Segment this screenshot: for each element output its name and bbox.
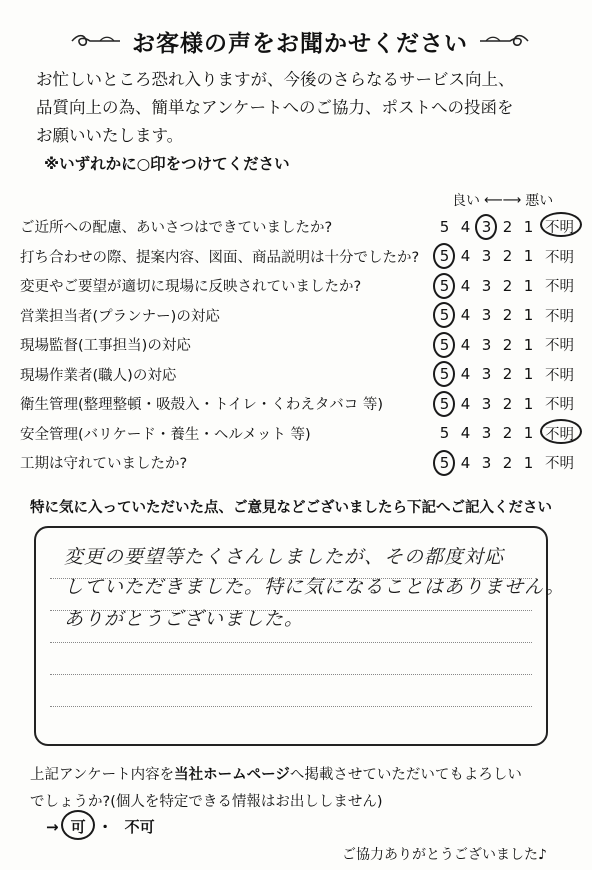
rating-option-5[interactable] <box>434 336 455 354</box>
rating-number: 5 <box>439 217 450 236</box>
rating-option-3[interactable] <box>476 365 497 383</box>
rating-option-1[interactable] <box>518 395 539 413</box>
rating-option-5[interactable] <box>434 424 455 442</box>
option-no-label: 不可 <box>124 818 155 836</box>
rating-number: 2 <box>502 453 513 472</box>
rating-option-2[interactable] <box>497 336 518 354</box>
unknown-label: 不明 <box>545 426 574 443</box>
rating-option-unknown[interactable] <box>545 452 574 473</box>
rating-number: 5 <box>439 394 450 413</box>
rating-number: 5 <box>439 335 450 354</box>
rating-number: 1 <box>523 394 534 413</box>
unknown-label: 不明 <box>545 279 574 296</box>
rating-number: 5 <box>439 276 450 295</box>
rating-number: 3 <box>481 276 492 295</box>
intro-line: お忙しいところ恐れ入りますが、今後のさらなるサービス向上、 <box>36 70 515 89</box>
rating-option-1[interactable] <box>518 218 539 236</box>
rating-number: 3 <box>481 247 492 266</box>
rating-number: 2 <box>502 247 513 266</box>
rating-number: 1 <box>523 276 534 295</box>
rating-number: 4 <box>460 276 471 295</box>
page-title: お客様の声をお聞かせください <box>132 30 468 57</box>
unknown-label: 不明 <box>545 308 574 325</box>
rating-option-5[interactable] <box>434 365 455 383</box>
rating-option-5[interactable] <box>434 277 455 295</box>
rating-number: 4 <box>460 335 471 354</box>
rating-option-1[interactable] <box>518 336 539 354</box>
question-list <box>20 212 586 478</box>
rating-scale <box>434 216 574 237</box>
rating-number: 5 <box>439 424 450 443</box>
selection-circle <box>433 243 455 269</box>
question-row <box>20 330 586 360</box>
intro-line: 品質向上の為、簡単なアンケートへのご協力、ポストへの投函を <box>36 98 514 117</box>
option-yes-label: 可 <box>70 818 86 836</box>
option-no[interactable] <box>125 816 155 837</box>
instruction-note: ※いずれかに○印をつけてください <box>44 155 290 173</box>
rating-option-2[interactable] <box>497 218 518 236</box>
question-label: 安全管理(バリケード・養生・ヘルメット 等) <box>20 426 311 443</box>
unknown-label: 不明 <box>545 249 574 266</box>
rating-option-unknown[interactable] <box>545 364 574 385</box>
question-label: 営業担当者(プランナー)の対応 <box>20 308 220 325</box>
intro-line: お願いいたします。 <box>36 126 184 145</box>
rating-option-3[interactable] <box>476 336 497 354</box>
rating-option-2[interactable] <box>497 306 518 324</box>
rating-number: 2 <box>502 365 513 384</box>
handwritten-comment-line: 変更の要望等たくさんしましたが、その都度対応 <box>64 546 505 568</box>
rating-number: 4 <box>460 394 471 413</box>
question-label: 現場監督(工事担当)の対応 <box>20 338 191 355</box>
rating-option-2[interactable] <box>497 365 518 383</box>
rating-number: 1 <box>523 453 534 472</box>
selection-circle <box>433 361 455 387</box>
rating-number: 1 <box>523 306 534 325</box>
rating-option-2[interactable] <box>497 454 518 472</box>
rating-option-3[interactable] <box>476 247 497 265</box>
rating-number: 3 <box>481 424 492 443</box>
double-arrow-icon: ⟵⟶ <box>484 192 522 208</box>
arrow-icon: → <box>46 817 59 836</box>
rating-option-4[interactable] <box>455 365 476 383</box>
question-label: 現場作業者(職人)の対応 <box>20 367 177 384</box>
rating-number: 4 <box>460 217 471 236</box>
scale-legend <box>452 190 582 210</box>
left-flourish-icon <box>70 32 122 50</box>
scale-bad-label: 悪い <box>525 193 554 209</box>
question-row <box>20 212 586 242</box>
rating-option-4[interactable] <box>455 395 476 413</box>
rating-option-4[interactable] <box>455 424 476 442</box>
rating-option-unknown[interactable] <box>545 334 574 355</box>
rating-number: 5 <box>439 306 450 325</box>
rating-option-unknown[interactable] <box>545 246 574 267</box>
question-label: 工期は守れていましたか? <box>20 456 188 473</box>
rating-scale <box>434 423 574 444</box>
closing-message: ご協力ありがとうございました♪ <box>342 847 547 863</box>
question-label: ご近所への配慮、あいさつはできていましたか? <box>20 220 333 237</box>
rating-option-4[interactable] <box>455 454 476 472</box>
rating-number: 5 <box>439 365 450 384</box>
rating-option-4[interactable] <box>455 247 476 265</box>
consent-text: でしょうか?(個人を特定できる情報はお出ししません) <box>30 794 383 810</box>
rating-scale <box>434 364 574 385</box>
right-flourish-icon <box>478 32 530 50</box>
rating-option-3[interactable] <box>476 277 497 295</box>
rating-number: 3 <box>481 217 492 236</box>
option-separator: ・ <box>97 818 113 836</box>
rating-scale <box>434 334 574 355</box>
rating-number: 5 <box>439 453 450 472</box>
selection-circle <box>433 332 455 358</box>
rating-option-1[interactable] <box>518 454 539 472</box>
consent-text: へ掲載させていただいてもよろしい <box>289 767 522 783</box>
rating-option-3[interactable] <box>476 424 497 442</box>
title-row <box>40 24 560 58</box>
question-label: 変更やご要望が適切に現場に反映されていましたか? <box>20 279 362 296</box>
unknown-label: 不明 <box>545 367 574 384</box>
selection-circle <box>61 810 95 840</box>
rating-number: 2 <box>502 217 513 236</box>
rating-option-3[interactable] <box>476 454 497 472</box>
selection-circle <box>433 302 455 328</box>
rating-option-2[interactable] <box>497 395 518 413</box>
rating-option-5[interactable] <box>434 306 455 324</box>
ruled-line <box>50 706 532 707</box>
unknown-label: 不明 <box>545 338 574 355</box>
handwritten-comment-line: ありがとうございました。 <box>64 608 305 630</box>
rating-option-3[interactable] <box>476 306 497 324</box>
selection-circle <box>433 391 455 417</box>
selection-circle <box>433 273 455 299</box>
rating-number: 2 <box>502 335 513 354</box>
rating-number: 5 <box>439 247 450 266</box>
question-row <box>20 389 586 419</box>
rating-number: 4 <box>460 247 471 266</box>
rating-number: 3 <box>481 306 492 325</box>
question-row <box>20 271 586 301</box>
selection-circle <box>475 214 497 240</box>
rating-option-2[interactable] <box>497 277 518 295</box>
rating-option-5[interactable] <box>434 247 455 265</box>
rating-option-1[interactable] <box>518 424 539 442</box>
ruled-line <box>50 674 532 675</box>
selection-circle <box>540 212 582 237</box>
rating-number: 1 <box>523 217 534 236</box>
rating-option-4[interactable] <box>455 218 476 236</box>
comment-box[interactable] <box>34 526 566 746</box>
rating-number: 2 <box>502 424 513 443</box>
rating-scale <box>434 305 574 326</box>
option-yes[interactable] <box>71 816 86 837</box>
rating-number: 4 <box>460 365 471 384</box>
rating-option-1[interactable] <box>518 365 539 383</box>
rating-number: 4 <box>460 306 471 325</box>
rating-scale <box>434 393 574 414</box>
selection-circle <box>433 450 455 476</box>
rating-number: 4 <box>460 424 471 443</box>
rating-scale <box>434 246 574 267</box>
rating-scale <box>434 275 574 296</box>
rating-number: 3 <box>481 335 492 354</box>
rating-option-4[interactable] <box>455 336 476 354</box>
comment-heading: 特に気に入っていただいた点、ご意見などございましたら下記へご記入ください <box>30 500 552 516</box>
rating-option-2[interactable] <box>497 424 518 442</box>
question-row <box>20 419 586 449</box>
rating-option-3[interactable] <box>476 218 497 236</box>
selection-circle <box>540 419 582 444</box>
rating-option-4[interactable] <box>455 306 476 324</box>
rating-number: 1 <box>523 424 534 443</box>
consent-options <box>46 816 155 837</box>
unknown-label: 不明 <box>545 397 574 414</box>
rating-scale <box>434 452 574 473</box>
rating-option-1[interactable] <box>518 277 539 295</box>
intro-text <box>36 66 566 150</box>
rating-option-unknown[interactable] <box>545 393 574 414</box>
ruled-line <box>50 642 532 643</box>
rating-option-unknown[interactable] <box>545 423 574 444</box>
rating-option-1[interactable] <box>518 247 539 265</box>
rating-number: 3 <box>481 394 492 413</box>
rating-option-2[interactable] <box>497 247 518 265</box>
rating-number: 2 <box>502 276 513 295</box>
rating-option-5[interactable] <box>434 218 455 236</box>
question-row <box>20 242 586 272</box>
handwritten-comment-line: していただきました。特に気になることはありません。 <box>64 576 566 598</box>
scale-good-label: 良い <box>452 193 480 209</box>
rating-number: 1 <box>523 335 534 354</box>
rating-option-1[interactable] <box>518 306 539 324</box>
rating-number: 3 <box>481 453 492 472</box>
rating-option-unknown[interactable] <box>545 275 574 296</box>
rating-option-4[interactable] <box>455 277 476 295</box>
question-label: 衛生管理(整理整頓・吸殻入・トイレ・くわえタバコ 等) <box>20 397 384 414</box>
rating-option-5[interactable] <box>434 454 455 472</box>
rating-option-unknown[interactable] <box>545 305 574 326</box>
rating-option-unknown[interactable] <box>545 216 574 237</box>
question-row <box>20 301 586 331</box>
homepage-emphasis: 当社ホームページ <box>174 767 290 783</box>
rating-number: 1 <box>523 247 534 266</box>
unknown-label: 不明 <box>545 220 574 237</box>
question-row <box>20 448 586 478</box>
rating-number: 1 <box>523 365 534 384</box>
rating-option-5[interactable] <box>434 395 455 413</box>
question-row <box>20 360 586 390</box>
rating-option-3[interactable] <box>476 395 497 413</box>
rating-number: 2 <box>502 306 513 325</box>
question-label: 打ち合わせの際、提案内容、図面、商品説明は十分でしたか? <box>20 249 420 266</box>
rating-number: 2 <box>502 394 513 413</box>
consent-text: 上記アンケート内容を <box>30 767 175 783</box>
rating-number: 4 <box>460 453 471 472</box>
unknown-label: 不明 <box>545 456 574 473</box>
rating-number: 3 <box>481 365 492 384</box>
publication-consent <box>30 762 570 816</box>
